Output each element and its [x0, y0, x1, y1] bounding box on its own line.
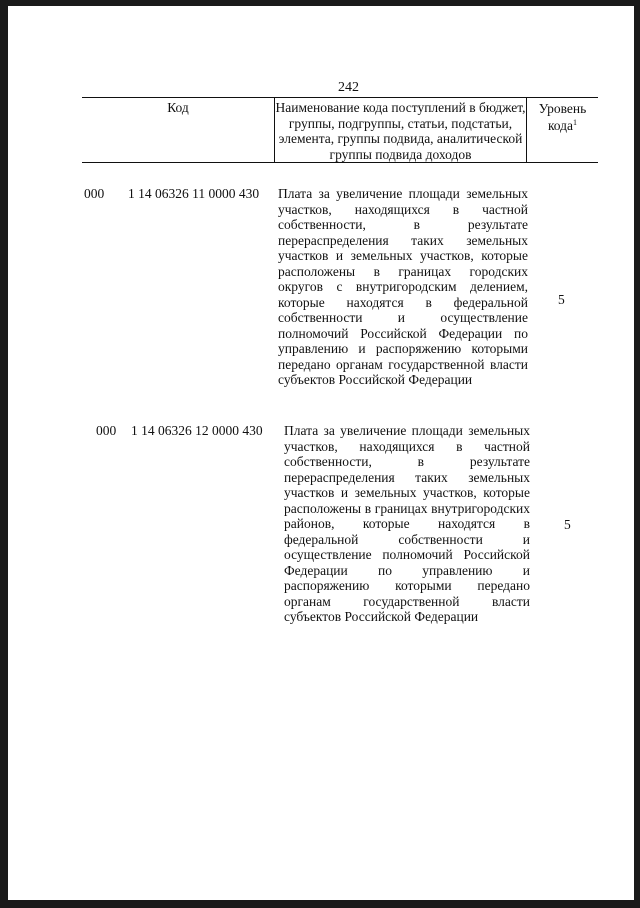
scan-border-bottom — [0, 900, 640, 908]
header-level-label: Уровень кода — [538, 101, 587, 133]
scan-border-top — [0, 0, 640, 6]
header-name-column — [275, 98, 527, 162]
header-level-column — [527, 98, 598, 162]
row-level: 5 — [564, 517, 571, 532]
header-code-column — [82, 98, 275, 162]
header-level-footnote: 1 — [573, 118, 578, 127]
row-revenue-name: Плата за увеличение площади земельных участков, находящихся в частной собственности, в результате перераспределения таких земельных участков и земельных участков, которые расположены в границах городских округов с внутригородским делением, которые находятся в федеральной собственности и осуществление полномочий Российской Федерации по управлению и распоряжению которыми передано органам государственной власти субъектов Российской Федерации — [278, 186, 528, 387]
table-header — [82, 97, 598, 163]
row-level: 5 — [558, 292, 565, 307]
header-code-label: Код — [167, 100, 189, 115]
scan-border-left — [0, 0, 8, 908]
header-name-label: Наименование кода поступлений в бюджет, группы, подгруппы, статьи, подстатьи, элемента, группы подвида, аналитической группы подвида доходов — [275, 100, 526, 162]
scan-border-right — [634, 0, 640, 908]
page-number: 242 — [338, 80, 359, 95]
row-admin-code: 000 — [84, 186, 105, 201]
row-revenue-code: 1 14 06326 11 0000 430 — [128, 186, 260, 201]
row-admin-code: 000 — [96, 423, 117, 438]
row-revenue-name: Плата за увеличение площади земельных участков, находящихся в частной собственности, в результате перераспределения таких земельных участков и земельных участков, которые расположены в границах внутригородских районов, которые находятся в федеральной собственности и осуществление полномочий Российской Федерации по управлению и распоряжению которыми передано органам государственной власти субъектов Российской Федерации — [284, 423, 530, 624]
row-revenue-code: 1 14 06326 12 0000 430 — [131, 423, 263, 438]
